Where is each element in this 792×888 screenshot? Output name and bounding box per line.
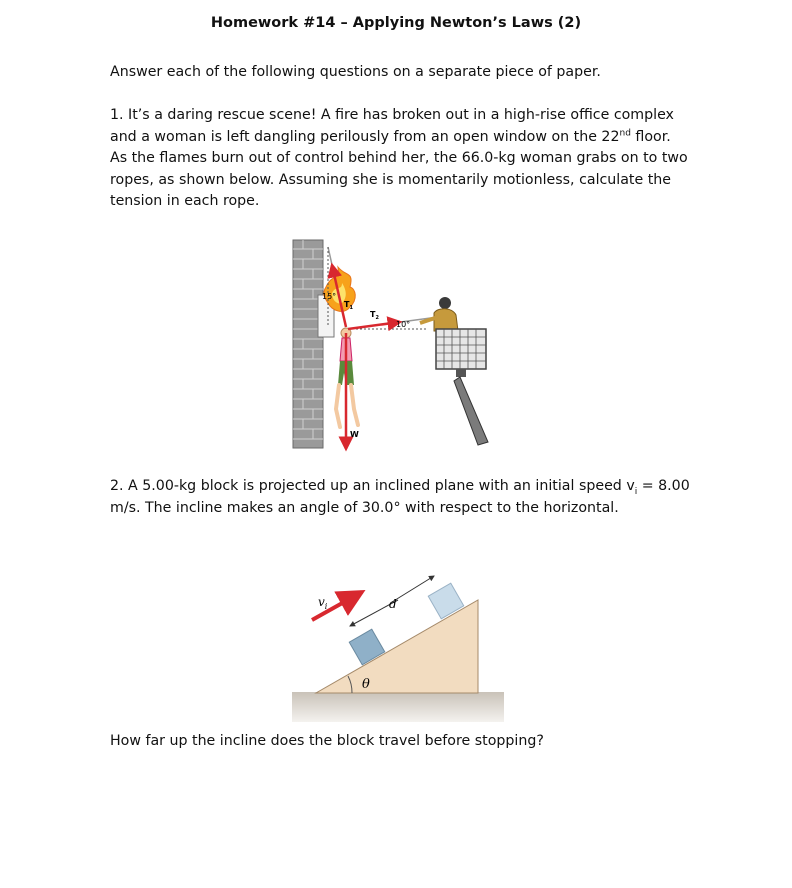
distance-arrow-fwd [392,576,434,602]
bucket-basket [436,329,488,445]
ground [292,692,504,722]
question-2-subscript: i [634,486,638,497]
theta-label: θ [362,677,370,692]
velocity-subscript: i [324,602,328,611]
incline-plane [316,600,478,693]
incline-figure [292,564,504,722]
rescue-figure [288,237,498,457]
velocity-letter: v [318,595,325,609]
distance-label: d [389,597,397,611]
angle-left-label: 15° [322,292,337,301]
angle-right-label: 10° [396,320,411,329]
t2-letter: T [370,310,376,319]
page-title: Homework #14 – Applying Newton’s Laws (2) [210,15,582,31]
w-label: W [350,430,359,439]
t1-letter: T [344,300,350,309]
question-3: How far up the incline does the block travel before stopping? [110,733,544,749]
t2-arrow [348,322,400,329]
t2-subscript: 2 [375,315,379,321]
t1-subscript: 1 [349,305,353,311]
velocity-label [318,595,328,611]
question-1-superscript: nd [619,127,631,138]
question-2-text-b: = 8.00 m/s. The incline makes an angle of 30.0° with respect to the horizontal. [110,478,690,516]
t2-label [370,310,379,321]
question-1-text-a: 1. It’s a daring rescue scene! A fire has broken out in a high-rise office complex and a woman is left dangling perilously from an open window on the 22 [110,107,674,145]
firefighter-figure [420,297,458,331]
question-2 [110,476,695,519]
question-1 [110,105,690,213]
instructions: Answer each of the following questions on a separate piece of paper. [110,64,601,80]
question-1-text-b: floor. As the flames burn out of control behind her, the 66.0-kg woman grabs on to two ropes, as shown below. Assuming she is momentarily motionless, calculate the tension in each rope. [110,128,688,209]
question-2-text-a: 2. A 5.00-kg block is projected up an inclined plane with an initial speed v [110,478,635,494]
